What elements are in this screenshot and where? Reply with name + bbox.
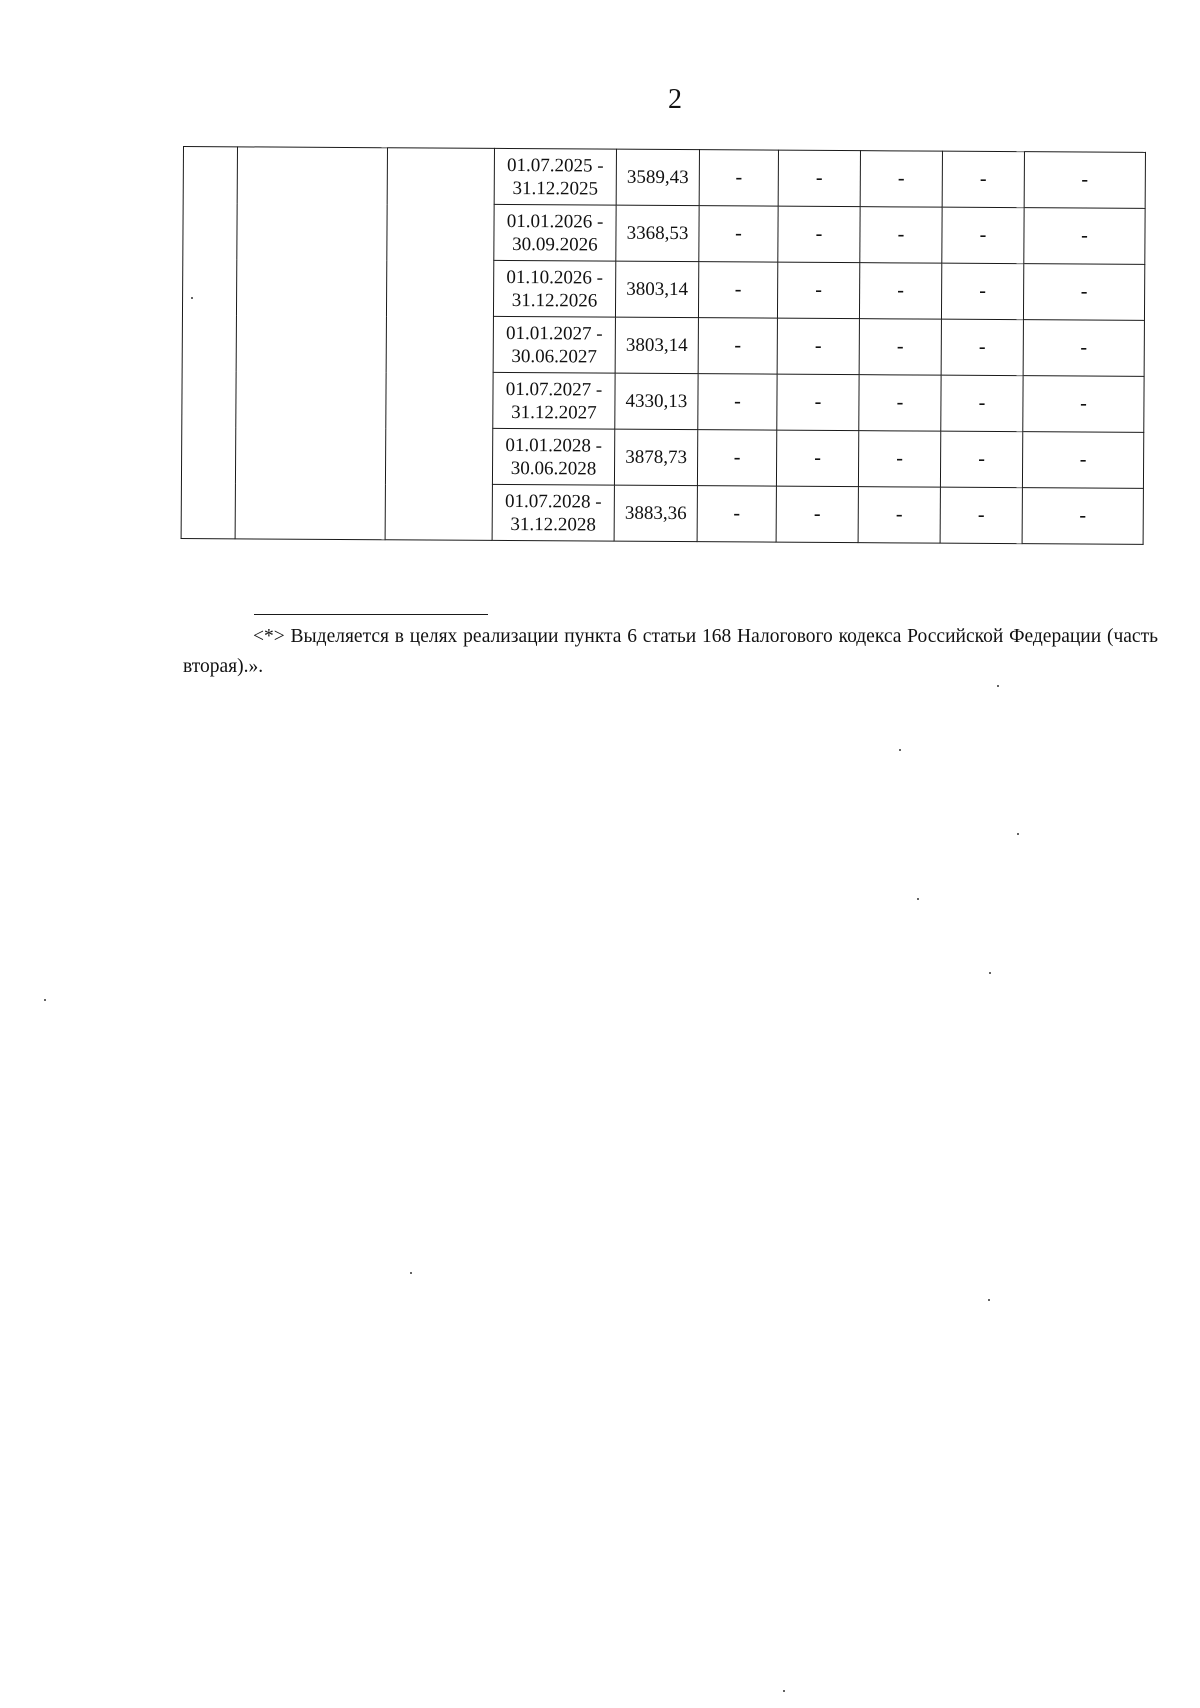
- dash-cell: -: [858, 431, 940, 487]
- dash-cell: -: [1023, 264, 1144, 321]
- tariff-value-cell: 4330,13: [615, 373, 698, 430]
- period-cell: [493, 316, 615, 373]
- dash-cell: -: [941, 375, 1023, 431]
- dash-cell: -: [1024, 152, 1145, 209]
- period-cell: [493, 260, 615, 317]
- period-start: 01.07.2028 -: [504, 490, 602, 513]
- period-end: 30.06.2027: [511, 345, 598, 368]
- dash-cell: -: [859, 375, 941, 431]
- tariff-value-cell: 3878,73: [614, 429, 697, 486]
- dash-cell: -: [940, 487, 1022, 543]
- scan-speck: [997, 685, 999, 687]
- tariff-value-cell: 3368,53: [616, 205, 699, 262]
- table-row: [183, 147, 1145, 209]
- period-end: 30.06.2028: [510, 457, 597, 480]
- dash-cell: -: [777, 374, 859, 430]
- tariff-value-cell: 3803,14: [615, 317, 698, 374]
- dash-cell: -: [940, 431, 1022, 487]
- dash-cell: -: [1024, 208, 1145, 265]
- dash-cell: -: [777, 262, 859, 318]
- scan-speck: [410, 1272, 412, 1274]
- tariff-value-cell: 3589,43: [616, 149, 699, 206]
- dash-cell: -: [941, 319, 1023, 375]
- page-number: 2: [668, 84, 682, 115]
- tariff-value-cell: 3883,36: [614, 485, 697, 542]
- scan-speck: [917, 898, 919, 900]
- dash-cell: -: [777, 318, 859, 374]
- dash-cell: -: [1022, 488, 1143, 545]
- dash-cell: -: [1023, 320, 1144, 377]
- scan-speck: [191, 297, 193, 299]
- period-cell: [494, 148, 616, 205]
- scan-speck: [1017, 833, 1019, 835]
- dash-cell: -: [699, 206, 778, 262]
- dash-cell: -: [859, 263, 941, 319]
- empty-cell-type: [385, 148, 494, 541]
- dash-cell: -: [776, 486, 858, 542]
- dash-cell: -: [778, 150, 860, 206]
- scan-speck: [899, 749, 901, 751]
- dash-cell: -: [942, 151, 1024, 207]
- scan-speck: [783, 1690, 785, 1692]
- period-cell: [492, 484, 614, 541]
- dash-cell: -: [942, 207, 1024, 263]
- period-end: 31.12.2025: [512, 177, 599, 200]
- period-cell: [494, 204, 616, 261]
- dash-cell: -: [698, 318, 777, 374]
- dash-cell: -: [1023, 376, 1144, 433]
- empty-cell-name: [235, 147, 387, 540]
- period-start: 01.10.2026 -: [506, 266, 604, 289]
- scan-speck: [44, 999, 46, 1001]
- tariff-table: [181, 146, 1146, 545]
- dash-cell: -: [698, 262, 777, 318]
- dash-cell: -: [859, 319, 941, 375]
- period-start: 01.01.2026 -: [506, 210, 604, 233]
- dash-cell: -: [697, 486, 776, 542]
- dash-cell: -: [697, 430, 776, 486]
- dash-cell: -: [776, 430, 858, 486]
- period-start: 01.01.2028 -: [505, 434, 603, 457]
- period-cell: [493, 372, 615, 429]
- scan-speck: [989, 972, 991, 974]
- dash-cell: -: [860, 207, 942, 263]
- dash-cell: -: [699, 150, 778, 206]
- scan-speck: [988, 1299, 990, 1301]
- dash-cell: -: [778, 206, 860, 262]
- period-start: 01.01.2027 -: [506, 322, 603, 345]
- dash-cell: -: [860, 151, 942, 207]
- dash-cell: -: [1022, 432, 1143, 489]
- dash-cell: -: [698, 374, 777, 430]
- footnote-divider: [254, 614, 488, 615]
- dash-cell: -: [941, 263, 1023, 319]
- dash-cell: -: [858, 487, 940, 543]
- period-start: 01.07.2025 -: [507, 154, 604, 177]
- period-cell: [492, 428, 614, 485]
- period-end: 31.12.2027: [511, 401, 597, 424]
- empty-cell-number: [181, 147, 237, 539]
- period-start: 01.07.2027 -: [505, 378, 603, 401]
- period-end: 31.12.2028: [510, 513, 597, 536]
- period-end: 31.12.2026: [511, 289, 598, 312]
- tariff-value-cell: 3803,14: [615, 261, 698, 318]
- footnote-text: <*> Выделяется в целях реализации пункта 6 статьи 168 Налогового кодекса Российской Федерации (часть вторая).».: [183, 626, 1158, 677]
- period-end: 30.09.2026: [512, 233, 598, 256]
